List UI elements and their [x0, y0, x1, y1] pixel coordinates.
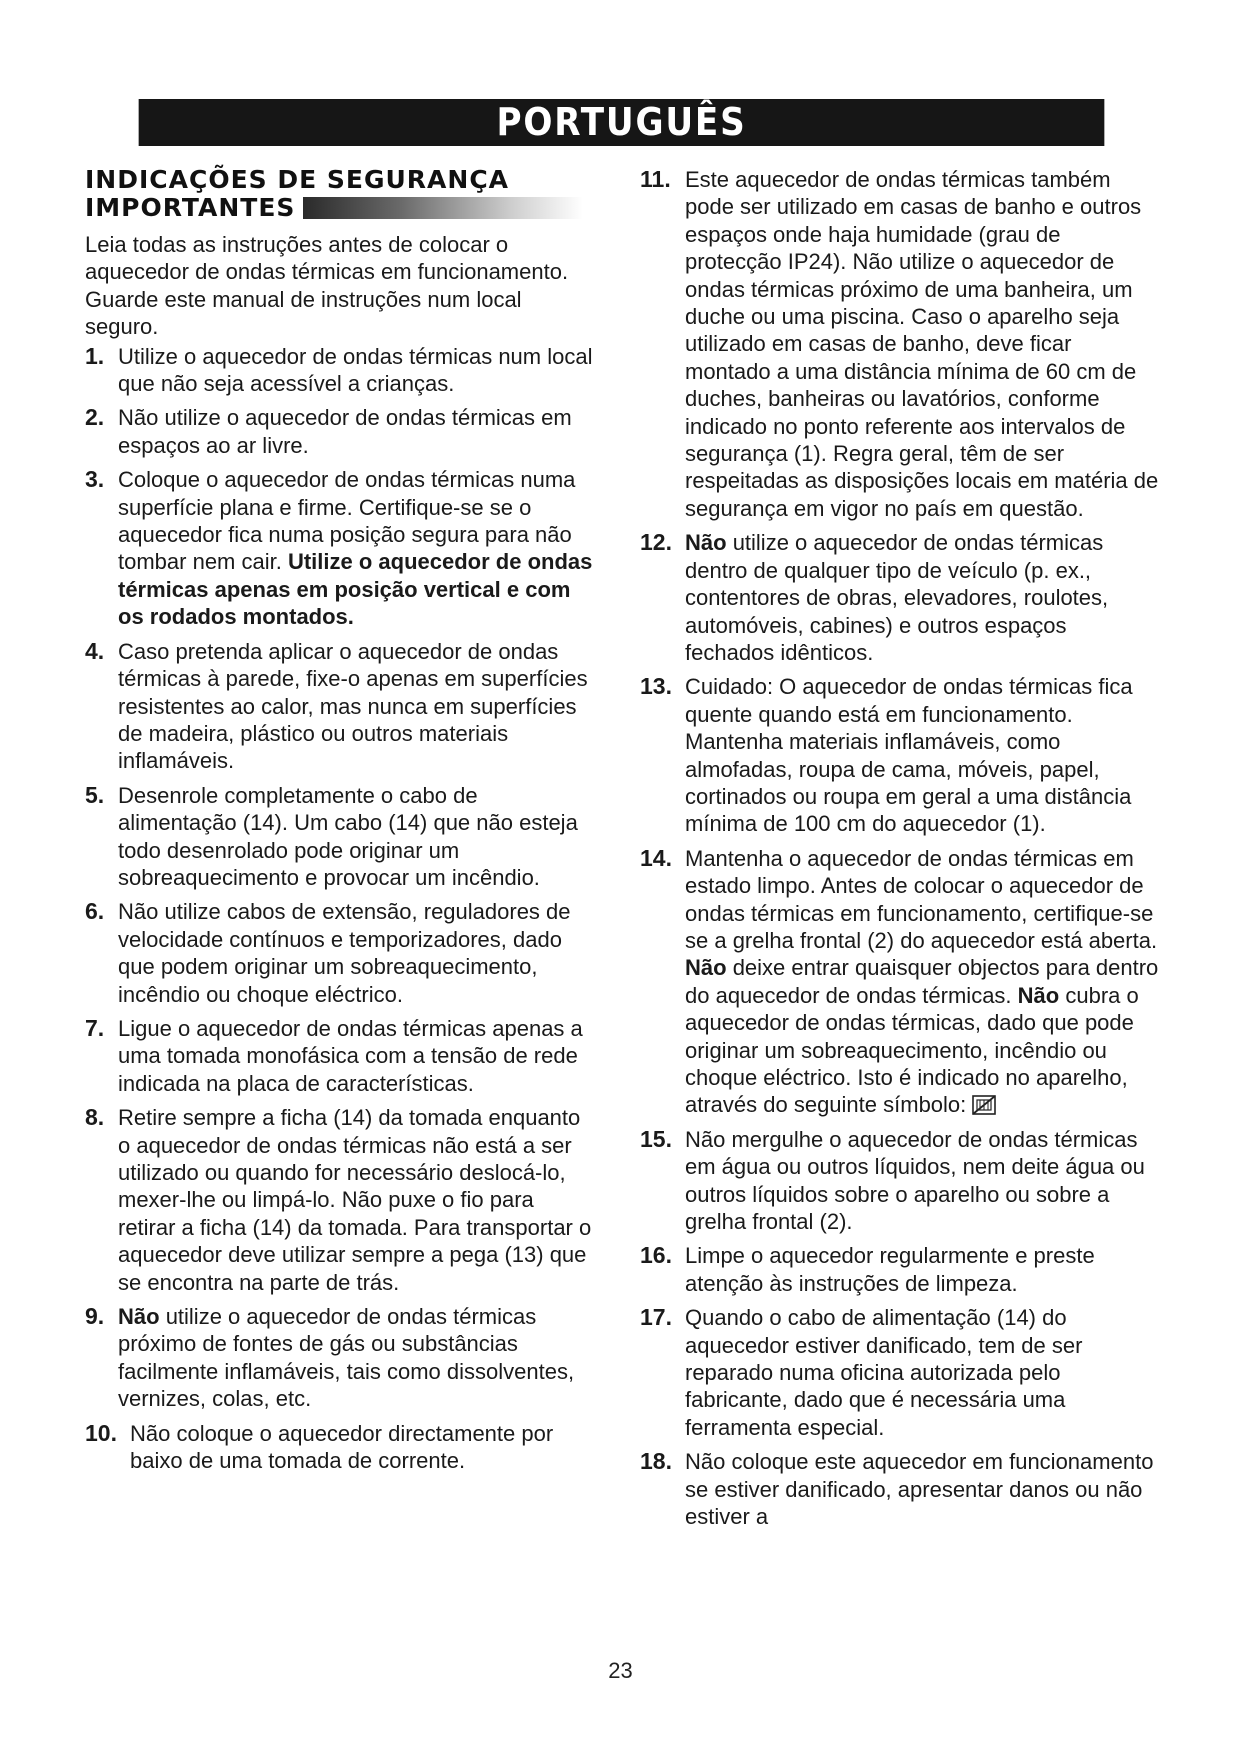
item-text: Este aquecedor de ondas térmicas também pode ser utilizado em casas de banho e outros espaços onde haja humidade (grau de protecção IP24). Não utilize o aquecedor de ondas térmicas próximo de uma banheira, um duche ou uma piscina. Caso o aparelho seja utilizado em casas de banho, deve ficar montado a uma distância mínima de 60 cm de duches, banheiras ou lavatórios, conforme indicado no ponto referente aos intervalos de segurança (1). Regra geral, têm de ser respeitadas as disposições locais em matéria de segurança em vigor no país em questão.	[685, 167, 1159, 521]
item-text: Limpe o aquecedor regularmente e preste atenção às instruções de limpeza.	[685, 1243, 1095, 1296]
list-item-5	[85, 782, 595, 892]
list-item-9	[85, 1303, 595, 1413]
list-item-1	[85, 343, 595, 398]
item-number: 3.	[85, 466, 105, 493]
item-text: Caso pretenda aplicar o aquecedor de ondas térmicas à parede, fixe-o apenas em superfícies resistentes ao calor, mas nunca em superfícies de madeira, plástico ou outros materiais inflamáveis.	[118, 638, 588, 774]
right-column	[640, 166, 1160, 1538]
item-text-bold: Não	[685, 955, 727, 981]
item-text: deixe entrar quaisquer objectos para dentro do aquecedor de ondas térmicas.	[685, 955, 1159, 1008]
item-text: utilize o aquecedor de ondas térmicas próximo de fontes de gás ou substâncias facilmente inflamáveis, tais como dissolventes, vernizes, colas, etc.	[118, 1304, 575, 1412]
item-text: Coloque o aquecedor de ondas térmicas numa superfície plana e firme. Certifique-se se o aquecedor fica numa posição segura para não tombar nem cair.	[118, 467, 576, 575]
item-text: Utilize o aquecedor de ondas térmicas num local que não seja acessível a crianças.	[118, 343, 593, 397]
list-item-18	[640, 1448, 1160, 1530]
item-number: 2.	[85, 404, 105, 431]
item-number: 18.	[640, 1448, 672, 1475]
item-number: 5.	[85, 781, 105, 808]
section-heading	[85, 166, 595, 222]
item-number: 6.	[85, 898, 105, 925]
item-number: 4.	[85, 637, 105, 664]
list-item-12	[640, 529, 1160, 666]
item-text: Cuidado: O aquecedor de ondas térmicas fica quente quando está em funcionamento. Mantenha materiais inflamáveis, como almofadas, roupa de cama, móveis, papel, cortinados ou roupa em geral a uma distância mínima de 100 cm do aquecedor (1).	[685, 674, 1133, 837]
list-item-14	[640, 845, 1160, 1119]
item-text: Não utilize o aquecedor de ondas térmicas em espaços ao ar livre.	[118, 405, 572, 458]
item-text: Ligue o aquecedor de ondas térmicas apenas a uma tomada monofásica com a tensão de rede indicada na placa de características.	[118, 1015, 583, 1096]
item-number: 15.	[640, 1125, 672, 1152]
item-text: Desenrole completamente o cabo de alimentação (14). Um cabo (14) que não esteja todo desenrolado pode originar um sobreaquecimento e provocar um incêndio.	[118, 782, 578, 890]
item-number: 1.	[85, 342, 105, 369]
language-banner: PORTUGUÊS	[139, 99, 1105, 146]
item-number: 8.	[85, 1104, 105, 1131]
list-item-13	[640, 673, 1160, 837]
list-item-17	[640, 1304, 1160, 1441]
do-not-cover-icon	[972, 1095, 996, 1115]
item-number: 14.	[640, 844, 672, 871]
list-item-6	[85, 898, 595, 1008]
heading-line-2: IMPORTANTES	[85, 193, 296, 222]
left-column	[85, 166, 595, 1481]
item-text: Mantenha o aquecedor de ondas térmicas em estado limpo. Antes de colocar o aquecedor de ondas térmicas em funcionamento, certifique-se se a grelha frontal (2) do aquecedor está aberta.	[685, 845, 1158, 953]
item-text: Não coloque o aquecedor directamente por baixo de uma tomada de corrente.	[130, 1420, 554, 1474]
list-item-11	[640, 166, 1160, 522]
item-text-bold: Não	[1017, 982, 1060, 1008]
item-text: Não coloque este aquecedor em funcionamento se estiver danificado, apresentar danos ou não estiver a	[685, 1449, 1154, 1530]
item-text: Retire sempre a ficha (14) da tomada enquanto o aquecedor de ondas térmicas não está a ser utilizado ou quando for necessário deslocá-lo, mexer-lhe ou limpá-lo. Não puxe o fio para retirar a ficha (14) da tomada. Para transportar o aquecedor deve utilizar sempre a pega (13) que se encontra na parte de trás.	[118, 1105, 592, 1295]
list-item-7	[85, 1015, 595, 1097]
item-number: 7.	[85, 1014, 105, 1041]
heading-gradient-bar	[303, 197, 583, 219]
item-number: 10.	[85, 1419, 117, 1446]
item-text-bold: Não	[685, 530, 727, 556]
item-number: 9.	[85, 1303, 105, 1330]
heading-line-1: INDICAÇÕES DE SEGURANÇA	[85, 165, 510, 194]
list-item-8	[85, 1104, 595, 1296]
list-item-3	[85, 466, 595, 630]
item-number: 16.	[640, 1242, 672, 1269]
list-item-2	[85, 404, 595, 459]
item-number: 11.	[640, 166, 671, 192]
item-text-bold: Utilize o aquecedor de ondas térmicas apenas em posição vertical e com os rodados montados.	[118, 549, 593, 630]
item-number: 12.	[640, 529, 672, 556]
item-text: Não mergulhe o aquecedor de ondas térmicas em água ou outros líquidos, nem deite água ou outros líquidos sobre o aparelho ou sobre a grelha frontal (2).	[685, 1126, 1145, 1235]
item-text: Quando o cabo de alimentação (14) do aquecedor estiver danificado, tem de ser reparado numa oficina autorizada pelo fabricante, dado que é necessária uma ferramenta especial.	[685, 1305, 1083, 1440]
item-text: utilize o aquecedor de ondas térmicas dentro de qualquer tipo de veículo (p. ex., contentores de obras, elevadores, roulotes, automóveis, cabines) e outros espaços fechados idênticos.	[685, 530, 1109, 665]
page-number: 23	[608, 1658, 633, 1683]
item-text-bold: Não	[118, 1304, 160, 1330]
item-number: 17.	[640, 1304, 672, 1331]
list-item-16	[640, 1242, 1160, 1297]
list-item-10	[85, 1420, 595, 1475]
item-text: cubra o aquecedor de ondas térmicas, dado que pode originar um sobreaquecimento, incêndio ou choque eléctrico. Isto é indicado no aparelho, através do seguinte símbolo:	[685, 982, 1139, 1118]
list-item-15	[640, 1126, 1160, 1236]
intro-paragraph: Leia todas as instruções antes de colocar o aquecedor de ondas térmicas em funcionamento. Guarde este manual de instruções num local seguro.	[85, 232, 569, 340]
item-text: Não utilize cabos de extensão, reguladores de velocidade contínuos e temporizadores, dado que podem originar um sobreaquecimento, incêndio ou choque eléctrico.	[118, 899, 571, 1007]
item-number: 13.	[640, 673, 672, 700]
list-item-4	[85, 638, 595, 775]
